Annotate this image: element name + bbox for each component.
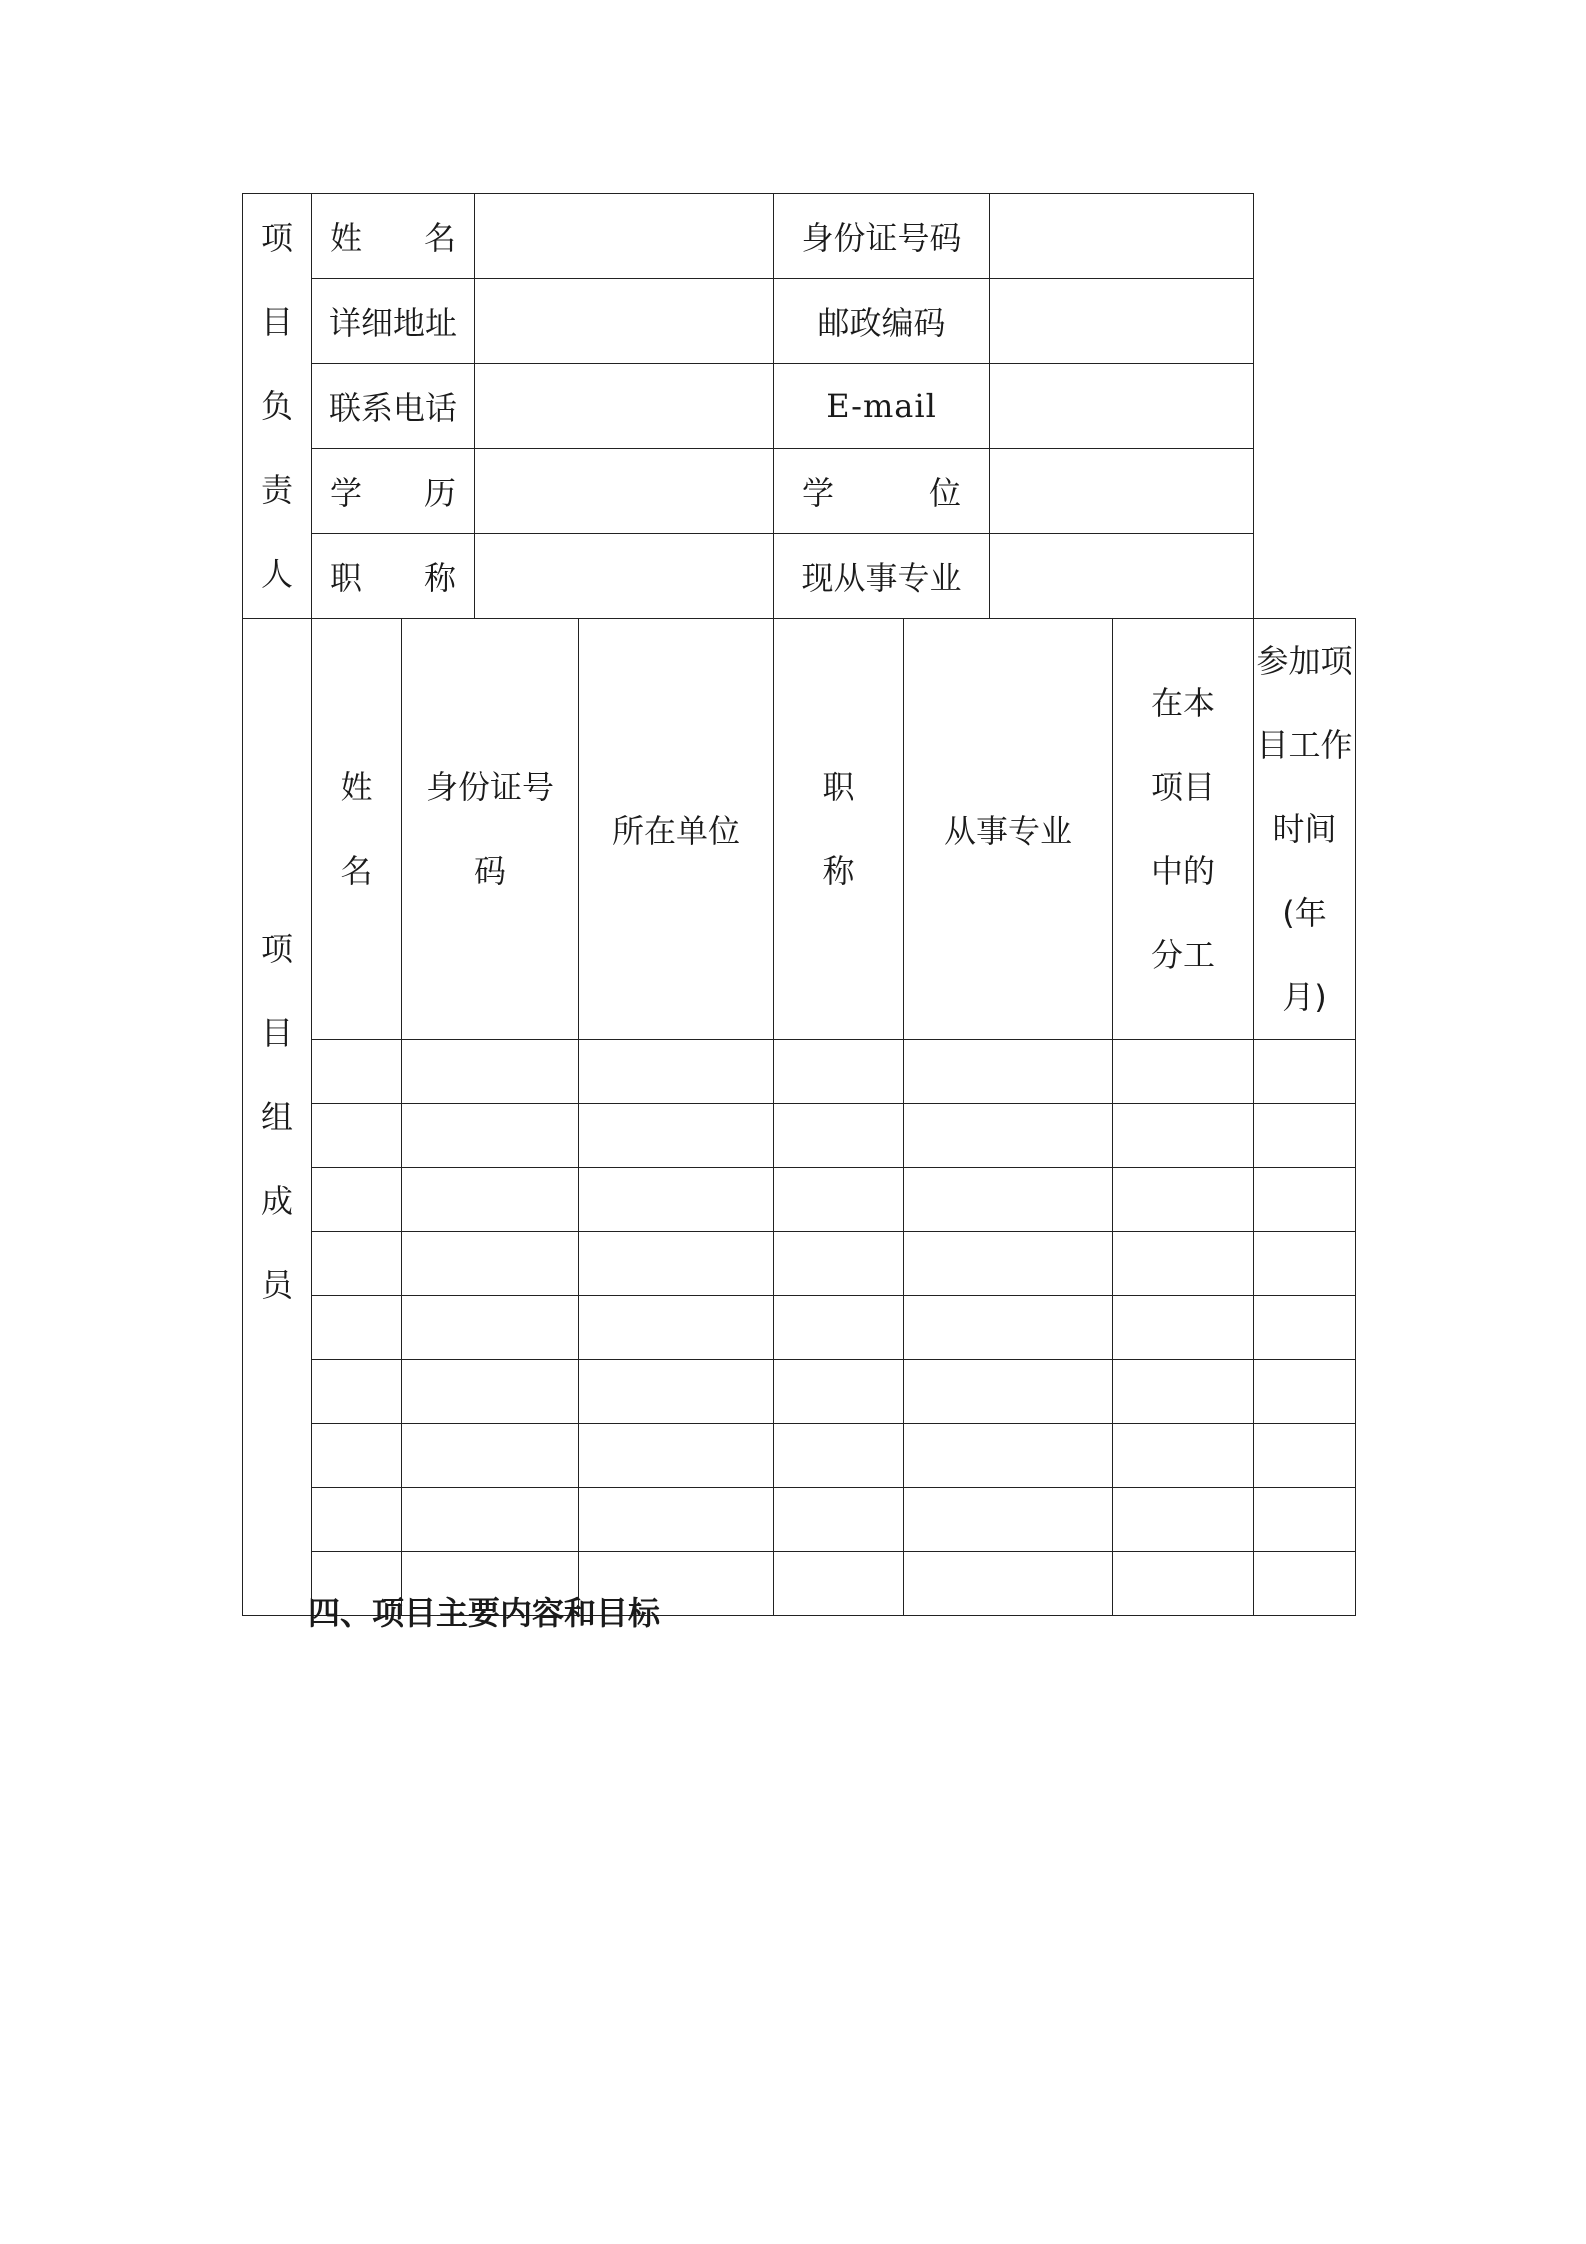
member-cell[interactable] [1113, 1104, 1254, 1168]
leader-label-char: 项 [260, 219, 293, 257]
leader-id-label: 身份证号码 [774, 194, 990, 279]
member-cell[interactable] [402, 1360, 579, 1424]
leader-name-label: 姓 名 [312, 194, 475, 279]
member-cell[interactable] [1254, 1168, 1356, 1232]
member-cell[interactable] [774, 1488, 904, 1552]
member-cell[interactable] [402, 1424, 579, 1488]
leader-email-value[interactable] [990, 364, 1254, 449]
leader-address-value[interactable] [475, 279, 774, 364]
member-cell[interactable] [1113, 1232, 1254, 1296]
member-cell[interactable] [312, 1424, 402, 1488]
member-cell[interactable] [1254, 1104, 1356, 1168]
leader-phone-label: 联系电话 [312, 364, 475, 449]
member-cell[interactable] [579, 1168, 774, 1232]
member-cell[interactable] [402, 1104, 579, 1168]
member-cell[interactable] [904, 1168, 1113, 1232]
leader-major-value[interactable] [990, 534, 1254, 619]
member-cell[interactable] [579, 1104, 774, 1168]
leader-degree-label: 学 位 [774, 449, 990, 534]
member-cell[interactable] [1254, 1424, 1356, 1488]
section-heading: 四、项目主要内容和目标 [308, 1594, 661, 1632]
leader-label-char: 负 [260, 387, 293, 425]
member-cell[interactable] [774, 1104, 904, 1168]
members-label-char: 目 [260, 1014, 293, 1052]
member-cell[interactable] [402, 1168, 579, 1232]
member-cell[interactable] [774, 1168, 904, 1232]
member-cell[interactable] [774, 1232, 904, 1296]
member-cell[interactable] [774, 1360, 904, 1424]
leader-email-label: E-mail [774, 364, 990, 449]
leader-label-char: 责 [260, 471, 293, 509]
member-row [243, 1040, 1356, 1104]
leader-postcode-label: 邮政编码 [774, 279, 990, 364]
member-row [243, 1360, 1356, 1424]
col-header-unit: 所在单位 [579, 619, 774, 1040]
member-cell[interactable] [1254, 1360, 1356, 1424]
member-cell[interactable] [904, 1424, 1113, 1488]
leader-title-label: 职 称 [312, 534, 475, 619]
member-cell[interactable] [1113, 1360, 1254, 1424]
member-row [243, 1104, 1356, 1168]
leader-address-label: 详细地址 [312, 279, 475, 364]
leader-education-value[interactable] [475, 449, 774, 534]
leader-phone-value[interactable] [475, 364, 774, 449]
member-cell[interactable] [1113, 1424, 1254, 1488]
leader-title-value[interactable] [475, 534, 774, 619]
member-cell[interactable] [579, 1040, 774, 1104]
member-cell[interactable] [1254, 1296, 1356, 1360]
member-cell[interactable] [402, 1488, 579, 1552]
col-header-role: 在本 项目 中的 分工 [1113, 619, 1254, 1040]
member-cell[interactable] [312, 1232, 402, 1296]
member-cell[interactable] [1113, 1168, 1254, 1232]
member-row [243, 1424, 1356, 1488]
member-cell[interactable] [312, 1104, 402, 1168]
member-cell[interactable] [904, 1104, 1113, 1168]
member-cell[interactable] [312, 1488, 402, 1552]
members-section-label [243, 619, 312, 1616]
member-cell[interactable] [1113, 1552, 1254, 1616]
member-cell[interactable] [774, 1296, 904, 1360]
member-cell[interactable] [904, 1360, 1113, 1424]
member-cell[interactable] [774, 1552, 904, 1616]
leader-major-label: 现从事专业 [774, 534, 990, 619]
member-cell[interactable] [1113, 1296, 1254, 1360]
col-header-title: 职 称 [774, 619, 904, 1040]
member-cell[interactable] [1254, 1488, 1356, 1552]
members-label-char: 项 [260, 930, 293, 968]
col-header-major: 从事专业 [904, 619, 1113, 1040]
leader-education-label: 学 历 [312, 449, 475, 534]
leader-section-label [243, 194, 312, 619]
leader-postcode-value[interactable] [990, 279, 1254, 364]
leader-degree-value[interactable] [990, 449, 1254, 534]
project-personnel-form [242, 193, 1356, 1616]
member-cell[interactable] [579, 1488, 774, 1552]
members-label-char: 员 [260, 1266, 293, 1304]
members-label-char: 成 [260, 1182, 293, 1220]
member-cell[interactable] [579, 1296, 774, 1360]
member-cell[interactable] [402, 1296, 579, 1360]
member-cell[interactable] [904, 1488, 1113, 1552]
leader-name-value[interactable] [475, 194, 774, 279]
member-cell[interactable] [904, 1040, 1113, 1104]
member-row [243, 1296, 1356, 1360]
members-label-char: 组 [260, 1098, 293, 1136]
member-cell[interactable] [774, 1424, 904, 1488]
member-cell[interactable] [1254, 1232, 1356, 1296]
member-cell[interactable] [402, 1040, 579, 1104]
member-cell[interactable] [312, 1040, 402, 1104]
member-cell[interactable] [904, 1232, 1113, 1296]
member-cell[interactable] [312, 1360, 402, 1424]
member-cell[interactable] [1254, 1552, 1356, 1616]
member-row [243, 1488, 1356, 1552]
member-cell[interactable] [312, 1296, 402, 1360]
col-header-id: 身份证号 码 [402, 619, 579, 1040]
member-cell[interactable] [579, 1232, 774, 1296]
leader-label-char: 目 [260, 303, 293, 341]
member-cell[interactable] [904, 1296, 1113, 1360]
member-row [243, 1168, 1356, 1232]
member-cell[interactable] [774, 1040, 904, 1104]
leader-label-char: 人 [260, 555, 293, 593]
leader-id-value[interactable] [990, 194, 1254, 279]
col-header-time: 参加项 目工作 时间(年 月) [1254, 619, 1356, 1040]
member-cell[interactable] [312, 1168, 402, 1232]
member-cell[interactable] [1254, 1040, 1356, 1104]
member-cell[interactable] [1113, 1040, 1254, 1104]
member-cell[interactable] [402, 1232, 579, 1296]
member-cell[interactable] [904, 1552, 1113, 1616]
member-row [243, 1232, 1356, 1296]
member-cell[interactable] [579, 1424, 774, 1488]
col-header-name: 姓 名 [312, 619, 402, 1040]
member-cell[interactable] [1113, 1488, 1254, 1552]
member-cell[interactable] [579, 1360, 774, 1424]
